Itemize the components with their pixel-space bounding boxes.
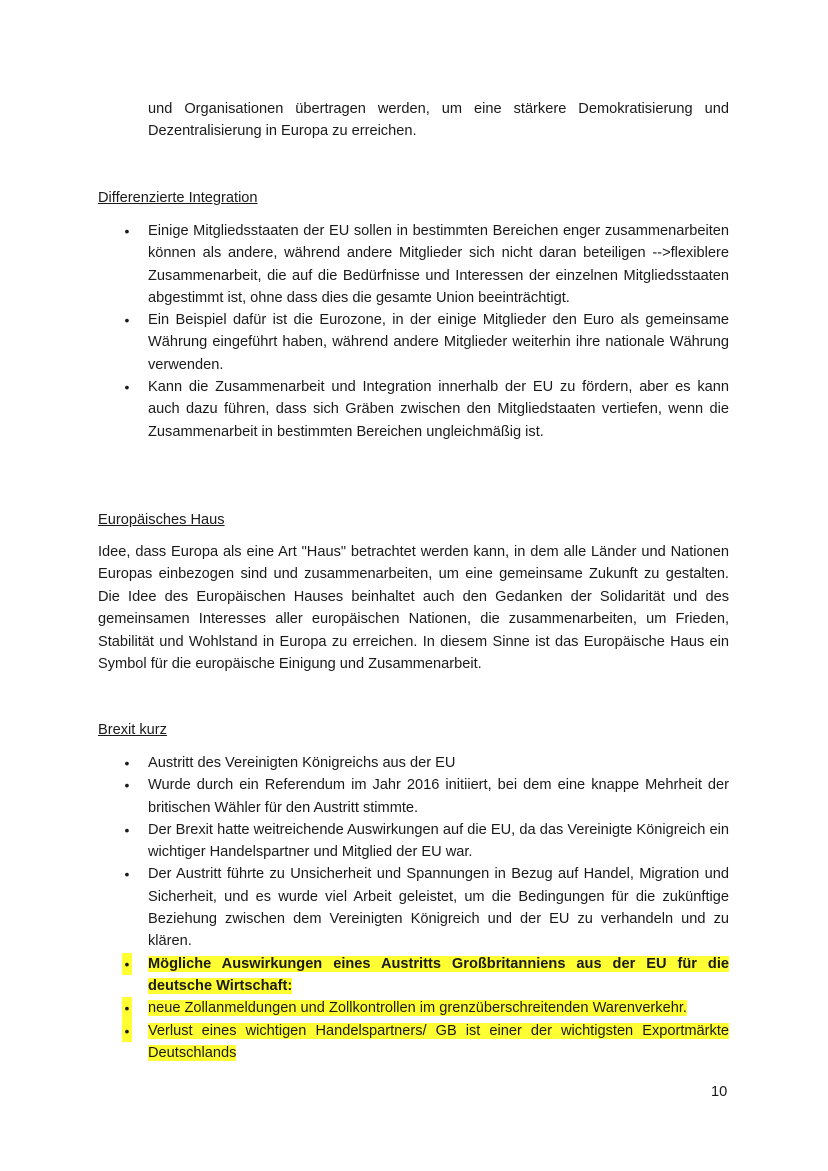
highlighted-list-item [98,953,729,998]
highlighted-list-item [98,997,729,1019]
list-item: • Der Brexit hatte weitreichende Auswirkungen auf die EU, da das Vereinigte Königreich ein wichtiger Handelspartner und Mitglied der EU war. [98,819,729,864]
bullet-icon: • [124,755,130,771]
list-item: • Ein Beispiel dafür ist die Eurozone, in der einige Mitglieder den Euro als gemeinsame Währung eingeführt haben, während andere Mitglieder weiterhin ihre nationale Währung verwenden. [98,309,729,376]
heading-differenzierte-integration: Differenzierte Integration [98,190,258,206]
bullet-icon: • [122,1020,132,1042]
bullet-icon: • [122,953,132,975]
highlighted-text: Mögliche Auswirkungen eines Austritts Großbritanniens aus der EU für die deutsche Wirtschaft: [148,955,729,994]
heading-europaeisches-haus: Europäisches Haus [98,512,225,528]
bullet-icon: • [124,223,130,239]
bullet-icon: • [124,777,130,794]
highlighted-text: neue Zollanmeldungen und Zollkontrollen im grenzüberschreitenden Warenverkehr. [148,1000,687,1017]
list-item: • Der Austritt führte zu Unsicherheit und Spannungen in Bezug auf Handel, Migration und Sicherheit, und es wurde viel Arbeit geleistet, um die Bedingungen für die zukünftige Beziehung zwischen dem Vereinigten Königreich und der EU zu verhandeln und zu klären. [98,863,729,952]
bullet-list-brexit [98,752,729,1064]
list-item: • Einige Mitgliedsstaaten der EU sollen in bestimmten Bereichen enger zusammenarbeiten können als andere, während andere Mitglieder sich nicht daran beteiligen -->flexiblere Zusammenarbeit, die auf die Bedürfnisse und Interessen der einzelnen Mitgliedsstaaten abgestimmt ist, ohne dass dies die gesamte Union beeinträchtigt. [98,220,729,309]
highlighted-text: Verlust eines wichtigen Handelspartners/ GB ist einer der wichtigsten Exportmärkte Deutschlands [148,1022,729,1061]
bullet-icon: • [124,312,130,329]
list-item: • Wurde durch ein Referendum im Jahr 2016 initiiert, bei dem eine knappe Mehrheit der britischen Wähler für den Austritt stimmte. [98,774,729,819]
europaeisches-haus-paragraph: Idee, dass Europa als eine Art "Haus" betrachtet werden kann, in dem alle Länder und Nationen Europas einbezogen sind und zusammenarbeiten, um eine gemeinsame Zukunft zu gestalten. Die Idee des Europäischen Hauses beinhaltet auch den Gedanken der Solidarität und des gemeinsamen Interesses aller europäischen Nationen, die zusammenarbeiten, um Frieden, Stabilität und Wohlstand in Europa zu erreichen. In diesem Sinne ist das Europäische Haus ein Symbol für die europäische Einigung und Zusammenarbeit. [98,544,729,673]
bullet-icon: • [124,379,130,396]
bullet-icon: • [124,866,130,883]
bullet-list-differenzierte [98,220,729,443]
intro-paragraph: und Organisationen übertragen werden, um eine stärkere Demokratisierung und Dezentralisierung in Europa zu erreichen. [148,101,729,140]
bullet-icon: • [124,821,130,838]
highlighted-list-item [98,1020,729,1065]
page-number: 10 [711,1084,728,1100]
list-item: • Austritt des Vereinigten Königreichs aus der EU [98,752,729,774]
heading-brexit-kurz: Brexit kurz [98,722,167,738]
list-item: • Kann die Zusammenarbeit und Integration innerhalb der EU zu fördern, aber es kann auch dazu führen, dass sich Gräben zwischen den Mitgliedstaaten vertiefen, wenn die Zusammenarbeit in bestimmten Bereichen ungleichmäßig ist. [98,376,729,443]
bullet-icon: • [122,997,132,1019]
